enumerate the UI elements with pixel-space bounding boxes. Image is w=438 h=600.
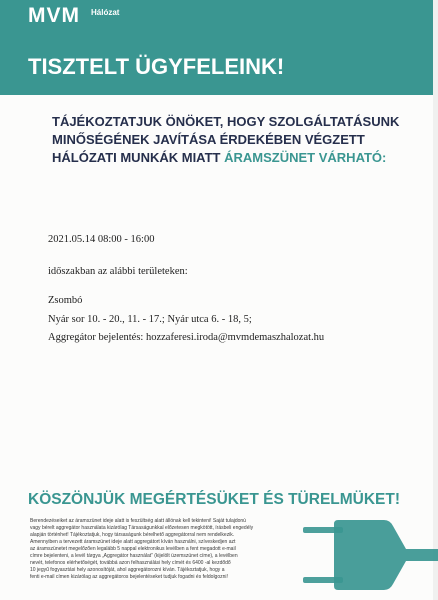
- scan-edge: [433, 0, 438, 600]
- fine-print: [30, 518, 305, 581]
- plug-icon: [296, 516, 438, 594]
- page-title: TISZTELT ÜGYFELEINK!: [28, 54, 285, 79]
- thanks-heading: KÖSZÖNJÜK MEGÉRTÉSÜKET ÉS TÜRELMÜKET!: [28, 491, 401, 508]
- intro-line-2: MINŐSÉGÉNEK JAVÍTÁSA ÉRDEKÉBEN VÉGZETT: [52, 132, 365, 147]
- intro-line-3-text: HÁLÓZATI MUNKÁK MIATT: [52, 150, 221, 165]
- mvm-logo: MVM: [28, 4, 80, 27]
- affected-streets: Nyár sor 10. - 20., 11. - 17.; Nyár utca 6. - 18, 5;: [48, 314, 252, 325]
- fine-print-line: az áramszünetet megelőzően legalább 5 nappal elektronikus levélben a fent megadott e-mail: [30, 546, 236, 552]
- intro-line-3: [52, 149, 399, 167]
- generator-email: hozzaferesi.iroda@mvmdemaszhalozat.hu: [145, 332, 325, 343]
- outage-period-suffix: időszakban az alábbi területeken:: [48, 266, 188, 277]
- generator-notice: [48, 331, 324, 345]
- outage-highlight: ÁRAMSZÜNET VÁRHATÓ:: [224, 150, 387, 165]
- fine-print-line: alapján történhet! Tájékoztatjuk, hogy társaságunk bérelhető aggregátorral nem rendelkezik.: [30, 532, 235, 538]
- plug-body: [334, 520, 438, 590]
- intro-line-1: TÁJÉKOZTATJUK ÖNÖKET, HOGY SZOLGÁLTATÁSUNK: [52, 114, 400, 129]
- fine-print-line: nevét, telefonos elérhetőségét, továbbá azon felhasználási hely címét és 6400 -al kezdődő: [30, 560, 231, 566]
- fine-print-line: címre bejelenteni, a levél tárgya „Aggregátor használat” (kijelölt üzemszünet címe), a levélben: [30, 553, 238, 559]
- generator-label: Aggregátor bejelentés:: [48, 332, 144, 343]
- settlement-name: Zsombó: [48, 295, 83, 306]
- fine-print-line: 10 jegyű fogyasztási hely azonosítóját, ahol aggregátorozni kíván. Tájékoztatjuk, hogy a: [30, 567, 225, 573]
- logo-subtitle: Hálózat: [91, 8, 120, 17]
- outage-period: 2021.05.14 08:00 - 16:00: [48, 234, 155, 245]
- fine-print-line: Amennyiben a tervezett áramszünet ideje alatt aggregátort kíván használni, szíveskedjen azt: [30, 539, 236, 545]
- fine-print-line: vagy bérelt aggregátor használata kizárólag Társaságunkkal előzetesen megkötött, írásbeli engedély: [30, 525, 254, 531]
- fine-print-line: Berendezéseiket az áramszünet ideje alatt is feszültség alatt állónak kell tekinteni! Saját tulajdonú: [30, 518, 246, 524]
- fine-print-line: fenti e-mail címen kizárólag az aggregátoros bejelentéseket tudjuk fogadni és feldolgozni!: [30, 574, 228, 580]
- intro-text: [52, 113, 399, 167]
